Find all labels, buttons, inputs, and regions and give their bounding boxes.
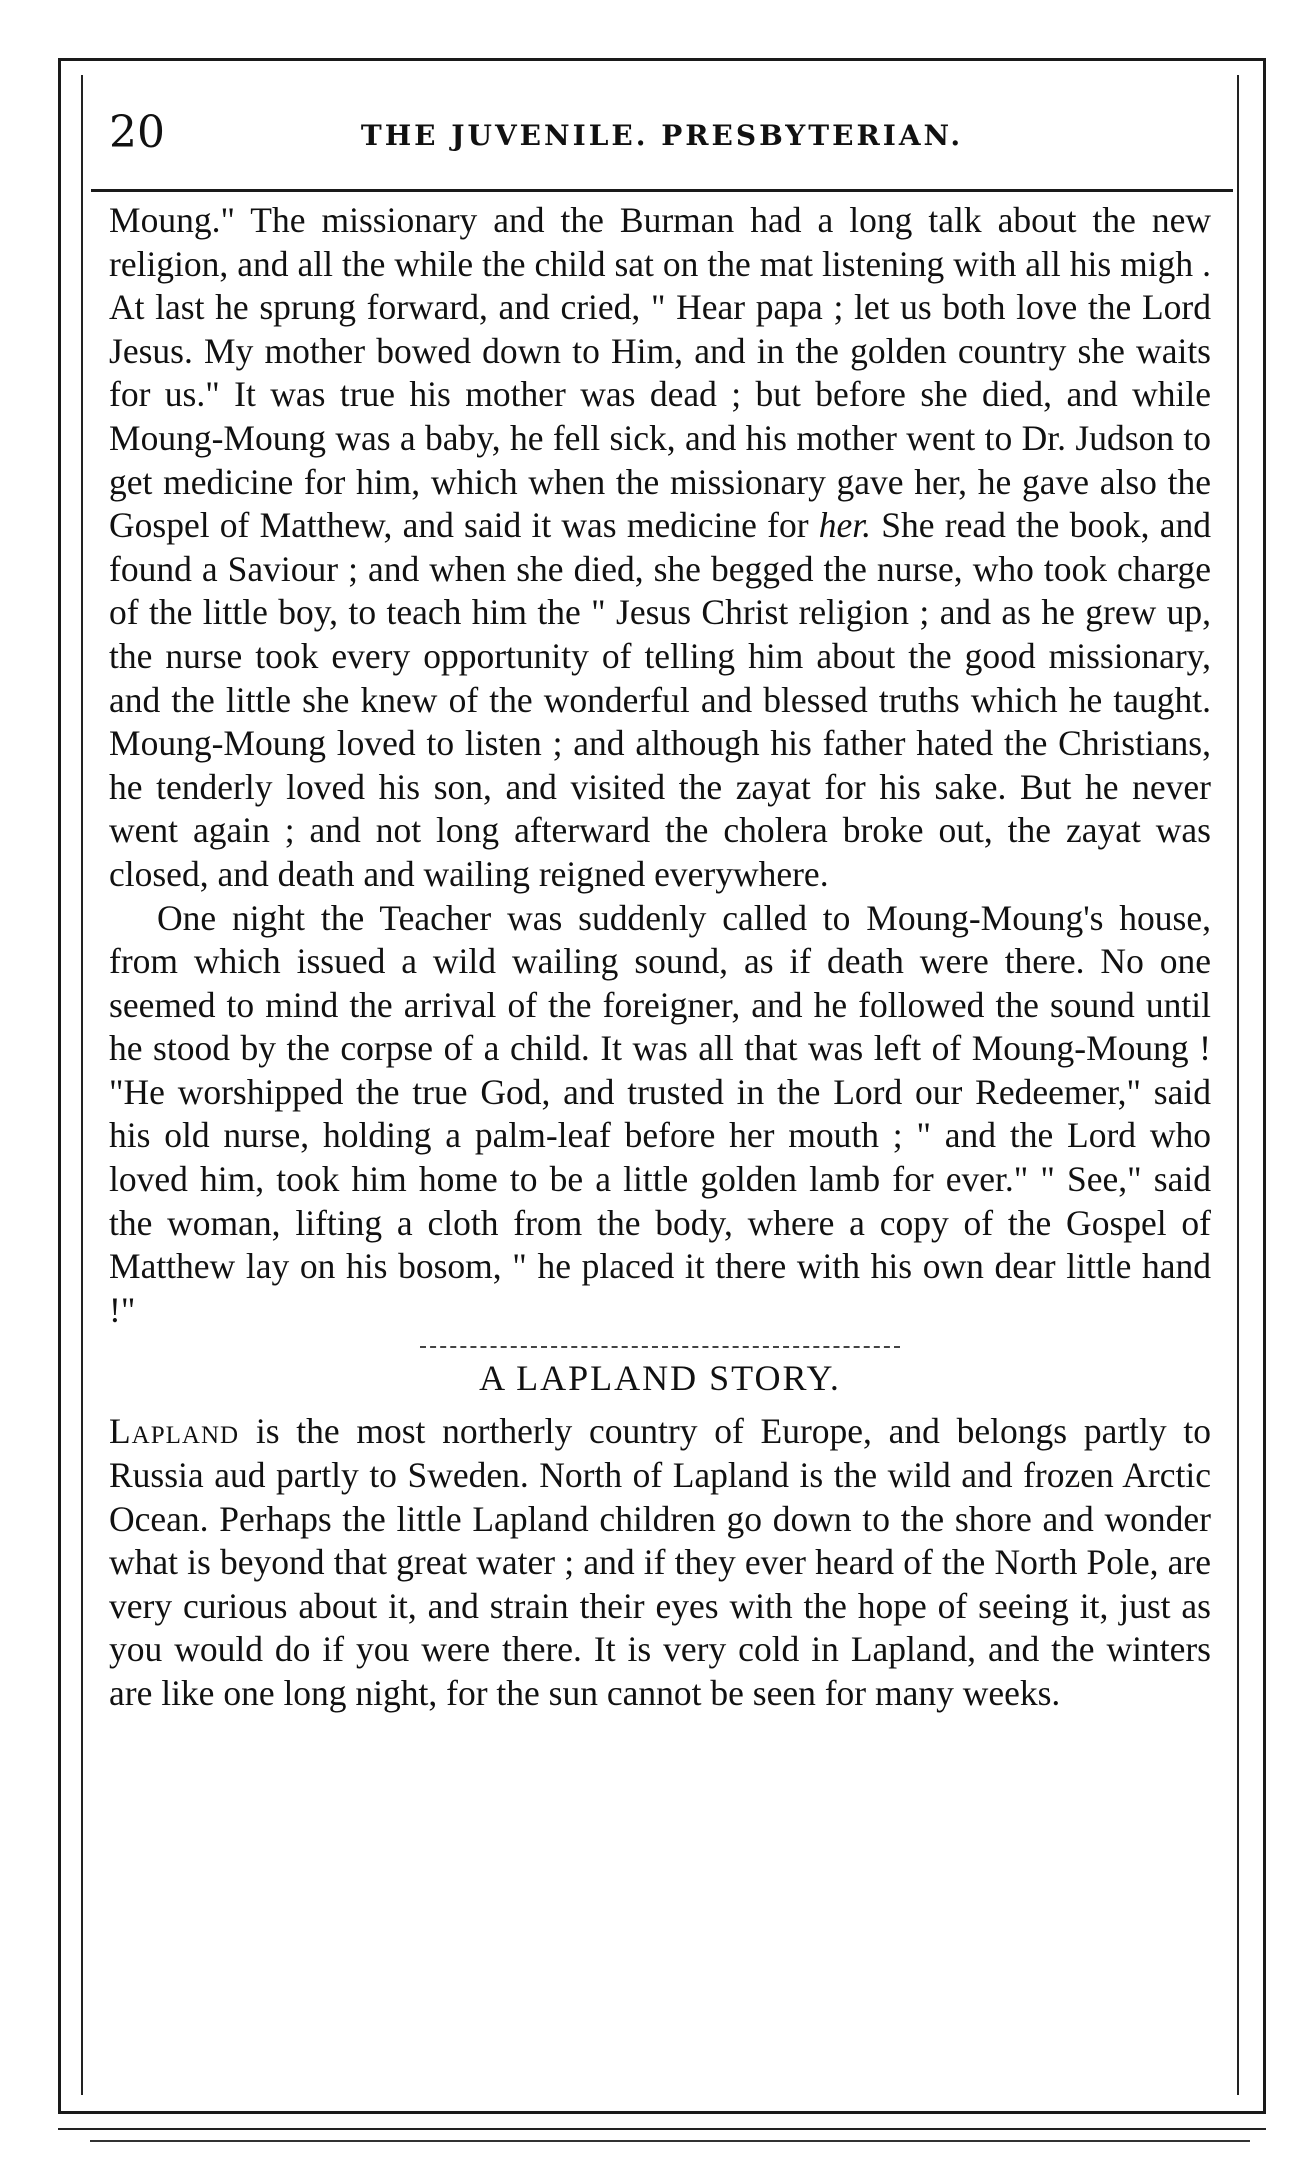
section-divider xyxy=(420,1346,900,1348)
page-frame xyxy=(58,58,1266,2114)
running-title: THE JUVENILE. PRESBYTERIAN. xyxy=(360,119,964,152)
section-title: A LAPLAND STORY. xyxy=(479,1358,841,1399)
story1-paragraph2: One night the Teacher was suddenly called to Moung-Moung's house, from which issued a wild wailing sound, as if death were there. No one seemed to mind the arrival of the foreigner, and he followed the sound until he stood by the corpse of a child. It was all that was left of Moung-Moung ! "He worshipped the true God, and trusted in the Lord our Redeemer," said his old nurse, holding a palm-leaf before her mouth ; " and the Lord who loved him, took him home to be a little golden lamb for ever." " See," said the woman, lifting a cloth from the body, where a copy of the Gospel of Matthew lay on his bosom, " he placed it there with his own dear little hand !" xyxy=(109,897,1211,1330)
story2-paragraph1-text: is the most northerly country of Europe, and belongs partly to Russia aud partly to Sweden. North of Lapland is the wild and frozen Arctic Ocean. Perhaps the little Lapland children go down to the shore and wonder what is beyond that great water ; and if they ever heard of the North Pole, are very curious about it, and strain their eyes with the hope of seeing it, just as you would do if you were there. It is very cold in Lapland, and the winters are like one long night, for the sun cannot be seen for many weeks. xyxy=(109,1411,1211,1713)
story1-italic-word: her. xyxy=(818,505,872,546)
bottom-rule-secondary xyxy=(90,2140,1250,2142)
story2-paragraph1 xyxy=(109,1410,1211,1715)
story2-lead-word: Lapland xyxy=(109,1411,240,1452)
page-number: 20 xyxy=(109,107,165,158)
story1-paragraph1 xyxy=(109,199,1211,897)
article-body xyxy=(109,199,1211,1716)
page-header xyxy=(91,79,1233,192)
story1-paragraph1-text: Moung." The missionary and the Burman had a long talk about the new religion, and all the while the child sat on the mat listening with all his migh . At last he sprung forward, and cried, " Hear papa ; let us both love the Lord Jesus. My mother bowed down to Him, and in the golden country she waits for us." It was true his mother was dead ; but before she died, and while Moung-Moung was a baby, he fell sick, and his mother went to Dr. Judson to get medicine for him, which when the missionary gave her, he gave also the Gospel of Matthew, and said it was medicine for xyxy=(109,200,1211,546)
bottom-rule xyxy=(58,2128,1266,2130)
story1-paragraph1-rest: She read the book, and found a Saviour ; and when she died, she begged the nurse, who took charge of the little boy, to teach him the " Jesus Christ religion ; and as he grew up, the nurse took every opportunity of telling him about the good missionary, and the little she knew of the wonderful and blessed truths which he taught. Moung-Moung loved to listen ; and although his father hated the Christians, he tenderly loved his son, and visited the zayat for his sake. But he never went again ; and not long afterward the cholera broke out, the zayat was closed, and death and wailing reigned everywhere. xyxy=(109,505,1212,894)
